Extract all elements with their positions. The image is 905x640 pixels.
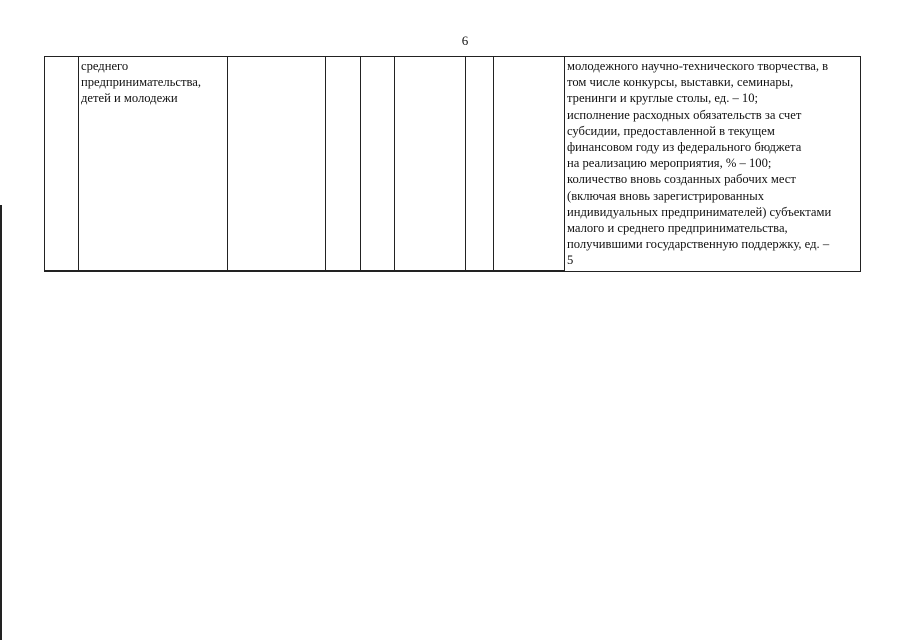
program-table (44, 56, 861, 272)
cell-empty-6 (395, 57, 466, 272)
cell-description-text: среднего предпринимательства, детей и молодежи (81, 59, 202, 106)
page-number: 6 (461, 33, 469, 48)
cell-description (79, 57, 228, 272)
cell-empty-4 (326, 57, 361, 272)
cell-empty-5 (361, 57, 395, 272)
cell-indicators-text: молодежного научно-технического творчества, в том числе конкурсы, выставки, семинары, тренинги и круглые столы, ед. – 10; исполнение расходных обязательств за счет субсидии, предоставленной в текущем финансовом году из федерального бюджета на реализацию мероприятия, % – 100; количество вновь созданных рабочих мест (включая вновь зарегистрированных индивидуальных предпринимателей) субъектами малого и среднего предпринимательства, получившими государственную поддержку, ед. – 5 (567, 59, 832, 268)
cell-empty-8 (494, 57, 565, 272)
table-row (45, 57, 861, 272)
cell-index (45, 57, 79, 272)
cell-empty-7 (466, 57, 494, 272)
cell-empty-3 (228, 57, 326, 272)
scan-edge-line (0, 205, 2, 640)
cell-indicators (565, 57, 861, 272)
